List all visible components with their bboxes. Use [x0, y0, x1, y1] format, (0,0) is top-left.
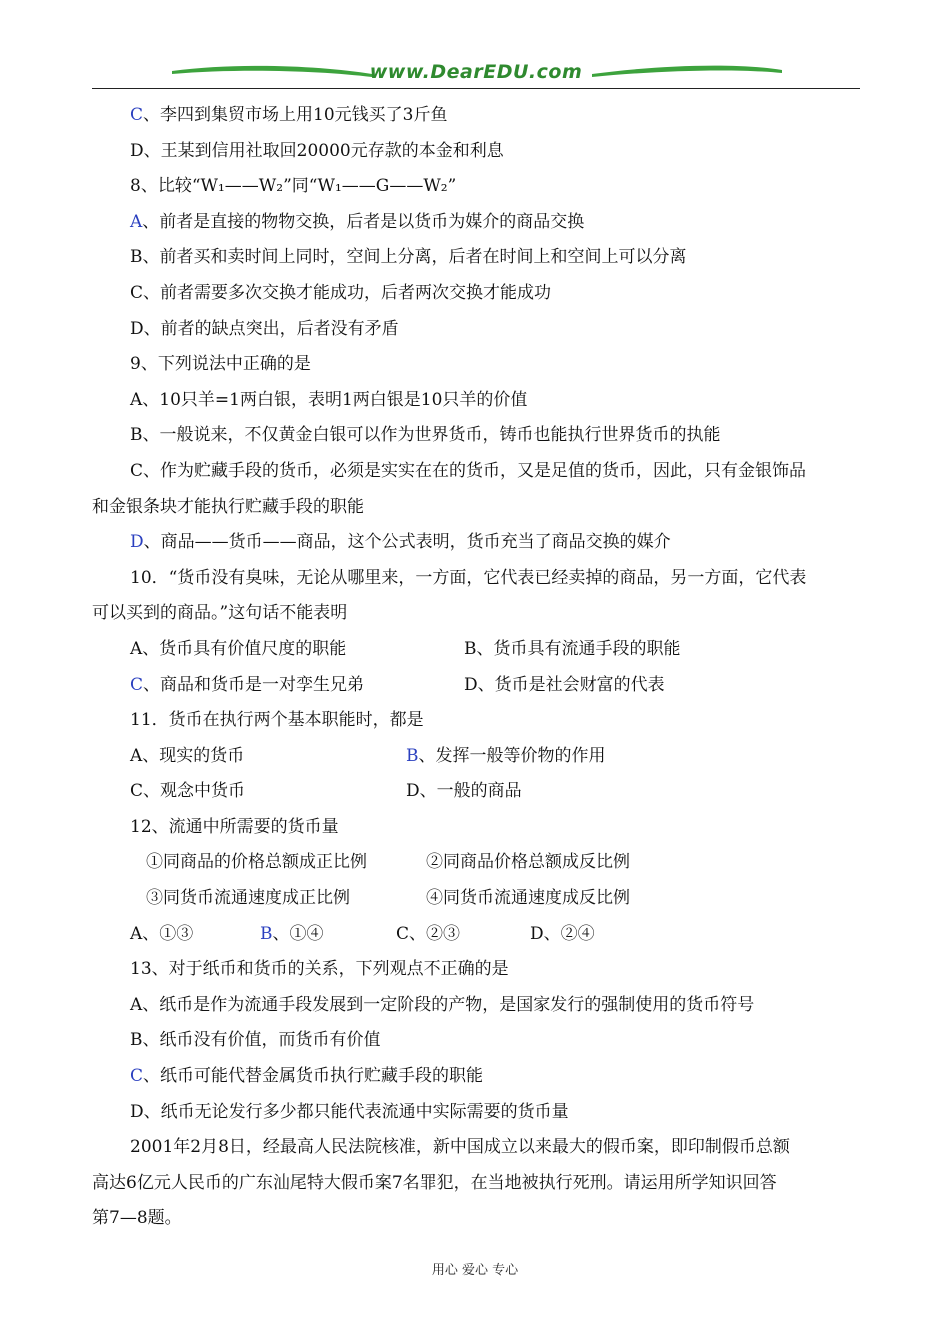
paragraph-line: 第7—8题。 — [92, 1208, 182, 1229]
option-line: B、前者买和卖时间上同时，空间上分离，后者在时间上和空间上可以分离 — [130, 247, 687, 268]
option-line-continued: 和金银条块才能执行贮藏手段的职能 — [92, 496, 364, 517]
option-line — [92, 525, 860, 561]
option-line: B、一般说来，不仅黄金白银可以作为世界货币，铸币也能执行世界货币的执能 — [130, 425, 721, 446]
question-line: 13、对于纸币和货币的关系，下列观点不正确的是 — [130, 959, 509, 980]
question-line-continued: 可以买到的商品。”这句话不能表明 — [92, 603, 348, 624]
option-b: B、货币具有流通手段的职能 — [464, 638, 681, 659]
option-a: C、观念中货币 — [130, 781, 246, 802]
question-line: 11．货币在执行两个基本职能时，都是 — [130, 710, 424, 731]
header-rule — [92, 88, 860, 89]
line-text: 、商品和货币是一对孪生兄弟 — [143, 674, 365, 695]
answer-letter: C — [130, 105, 144, 125]
statement-pair — [92, 845, 860, 881]
statement-1: ①同商品的价格总额成正比例 — [146, 852, 367, 873]
answer-letter: B — [260, 923, 273, 944]
option-a — [130, 675, 364, 695]
line-text: 、纸币可能代替金属货币执行贮藏手段的职能 — [143, 1066, 484, 1087]
line-text: 、商品——货币——商品，这个公式表明，货币充当了商品交换的媒介 — [143, 532, 671, 553]
option-row — [92, 917, 860, 953]
logo-text: www.DearEDU.com — [369, 61, 583, 83]
page-footer: 用心 爱心 专心 — [431, 1263, 519, 1278]
header-logo — [92, 58, 860, 90]
statement-2: ②同商品价格总额成反比例 — [426, 852, 630, 873]
answer-letter: D — [130, 532, 144, 553]
line-text: 、①④ — [272, 923, 324, 944]
option-line — [92, 1059, 860, 1095]
answer-letter: B — [406, 745, 419, 766]
answer-letter: A — [130, 211, 143, 232]
option-b: D、货币是社会财富的代表 — [464, 674, 665, 695]
option-pair — [92, 632, 860, 668]
option-pair — [92, 739, 860, 775]
option-line — [92, 205, 860, 241]
line-text: 、发挥一般等价物的作用 — [418, 745, 606, 766]
option-a: A、①③ — [130, 923, 194, 944]
option-b — [406, 739, 606, 775]
statement-4: ④同货币流通速度成反比例 — [426, 888, 630, 909]
option-a: A、现实的货币 — [130, 745, 245, 766]
answer-letter: C — [130, 1066, 144, 1087]
option-line: B、纸币没有价值，而货币有价值 — [130, 1030, 381, 1051]
option-b — [260, 917, 324, 953]
option-line: C、前者需要多次交换才能成功，后者两次交换才能成功 — [130, 282, 552, 303]
option-a: A、货币具有价值尺度的职能 — [130, 638, 347, 659]
question-line: 8、比较“W₁——W₂”同“W₁——G——W₂” — [130, 176, 457, 197]
question-line: 10．“货币没有臭味，无论从哪里来，一方面，它代表已经卖掉的商品，另一方面，它代表 — [130, 567, 807, 588]
option-d: D、②④ — [530, 923, 595, 944]
question-line: 9、下列说法中正确的是 — [130, 354, 311, 375]
answer-letter: C — [130, 674, 144, 695]
option-line — [92, 98, 860, 134]
line-text: 、李四到集贸市场上用10元钱买了3斤鱼 — [143, 105, 448, 125]
option-c: C、②③ — [396, 923, 461, 944]
statement-pair — [92, 881, 860, 917]
option-b: D、一般的商品 — [406, 781, 522, 802]
statement-3: ③同货币流通速度成正比例 — [146, 888, 350, 909]
option-line: C、作为贮藏手段的货币，必须是实实在在的货币，又是足值的货币，因此，只有金银饰品 — [130, 460, 807, 481]
option-pair — [92, 774, 860, 810]
option-line: D、王某到信用社取回20000元存款的本金和利息 — [130, 140, 504, 161]
document-body — [92, 98, 860, 1237]
paragraph-line: 2001年2月8日，经最高人民法院核准，新中国成立以来最大的假币案，即印制假币总额 — [130, 1137, 790, 1158]
option-line: A、纸币是作为流通手段发展到一定阶段的产物，是国家发行的强制使用的货币符号 — [130, 994, 755, 1015]
option-line: D、纸币无论发行多少都只能代表流通中实际需要的货币量 — [130, 1101, 569, 1122]
option-line: D、前者的缺点突出，后者没有矛盾 — [130, 318, 399, 339]
option-pair — [92, 668, 860, 704]
question-line: 12、流通中所需要的货币量 — [130, 816, 339, 837]
paragraph-line: 高达6亿元人民币的广东汕尾特大假币案7名罪犯，在当地被执行死刑。请运用所学知识回答 — [92, 1172, 777, 1193]
line-text: 、前者是直接的物物交换，后者是以货币为媒介的商品交换 — [142, 211, 585, 232]
option-line: A、10只羊=1两白银，表明1两白银是10只羊的价值 — [130, 389, 528, 410]
